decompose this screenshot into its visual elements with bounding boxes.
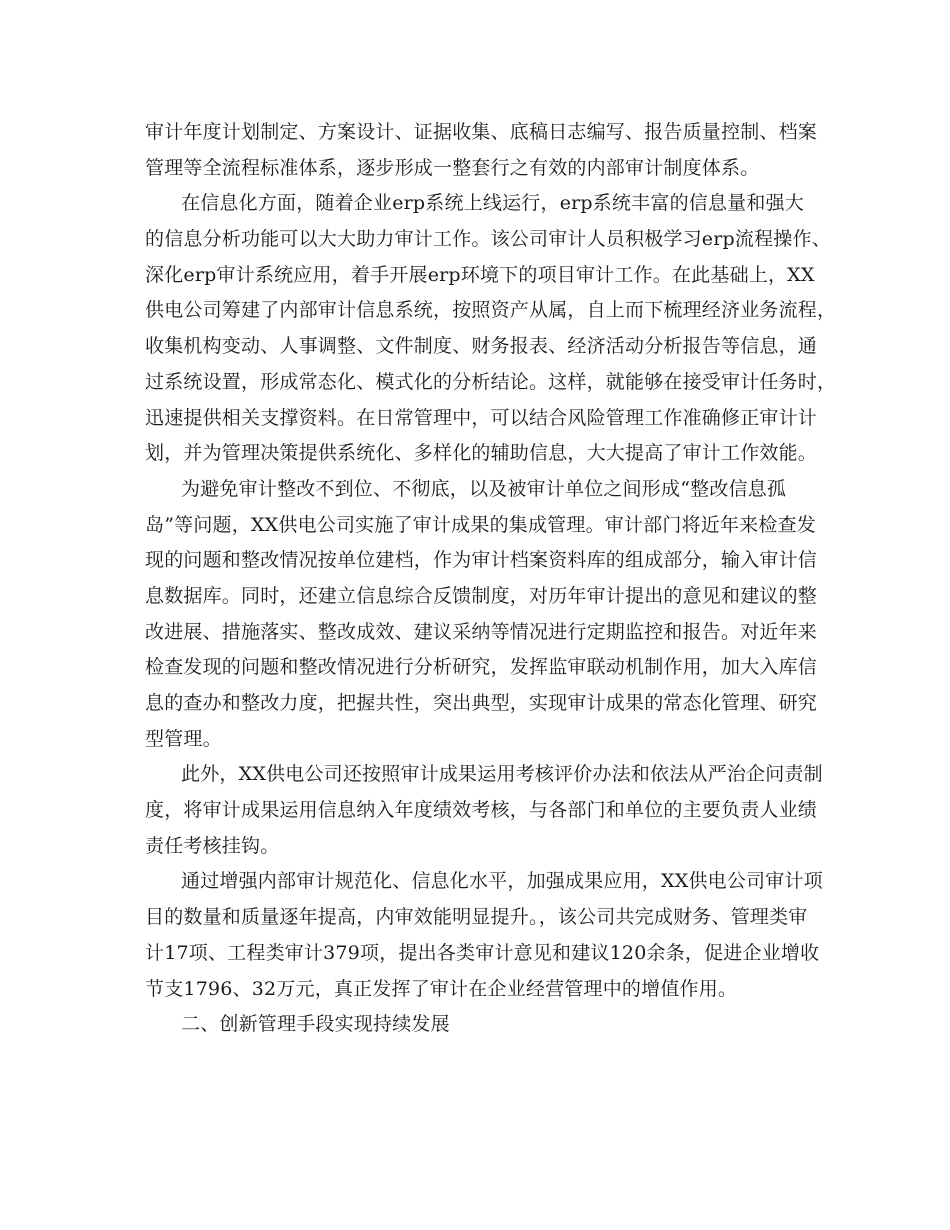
text-line: 改进展、措施落实、整改成效、建议采纳等情况进行定期监控和报告。对近年来 — [145, 620, 818, 643]
section-heading: 二、创新管理手段实现持续发展 — [181, 1013, 450, 1036]
text-line: 型管理。 — [145, 727, 222, 750]
text-line: 划，并为管理决策提供系统化、多样化的辅助信息，大大提高了审计工作效能。 — [145, 442, 818, 465]
text-line: 为避免审计整改不到位、不彻底，以及被审计单位之间形成“整改信息孤 — [181, 477, 787, 500]
text-line: 计17项、工程类审计379项，提出各类审计意见和建议120余条，促进企业增收 — [145, 941, 820, 964]
text-line: 息的查办和整改力度，把握共性，突出典型，实现审计成果的常态化管理、研究 — [145, 692, 818, 714]
text-line: 通过增强内部审计规范化、信息化水平，加强成果应用，XX供电公司审计项 — [181, 870, 823, 893]
body-text — [145, 115, 837, 1043]
text-line: 深化erp审计系统应用，着手开展erp环境下的项目审计工作。在此基础上，XX — [145, 263, 815, 286]
text-line: 的信息分析功能可以大大助力审计工作。该公司审计人员积极学习erp流程操作、 — [145, 228, 831, 251]
text-line: 迅速提供相关支撑资料。在日常管理中，可以结合风险管理工作准确修正审计计 — [145, 406, 818, 429]
text-line: 过系统设置，形成常态化、模式化的分析结论。这样，就能够在接受审计任务时， — [145, 370, 837, 393]
text-line: 在信息化方面，随着企业erp系统上线运行，erp系统丰富的信息量和强大 — [181, 192, 804, 215]
text-line: 岛”等问题，XX供电公司实施了审计成果的集成管理。审计部门将近年来检查发 — [145, 513, 816, 536]
text-line: 目的数量和质量逐年提高，内审效能明显提升。，该公司共完成财务、管理类审 — [145, 906, 808, 929]
text-line: 此外，XX供电公司还按照审计成果运用考核评价办法和依法从严治企问责制 — [181, 763, 823, 786]
text-line: 节支1796、32万元，真正发挥了审计在企业经营管理中的增值作用。 — [145, 977, 738, 1000]
text-line: 度，将审计成果运用信息纳入年度绩效考核，与各部门和单位的主要负责人业绩 — [145, 799, 818, 822]
text-line: 息数据库。同时，还建立信息综合反馈制度，对历年审计提出的意见和建议的整 — [145, 584, 818, 607]
text-line: 审计年度计划制定、方案设计、证据收集、底稿日志编写、报告质量控制、档案 — [145, 121, 818, 143]
text-line: 检查发现的问题和整改情况进行分析研究，发挥监审联动机制作用，加大入库信 — [145, 656, 818, 679]
text-line: 收集机构变动、人事调整、文件制度、财务报表、经济活动分析报告等信息，通 — [145, 335, 818, 358]
text-line: 管理等全流程标准体系，逐步形成一整套行之有效的内部审计制度体系。 — [145, 156, 760, 179]
text-line: 供电公司筹建了内部审计信息系统，按照资产从属，自上而下梳理经济业务流程， — [145, 299, 837, 322]
text-line: 现的问题和整改情况按单位建档，作为审计档案资料库的组成部分，输入审计信 — [145, 549, 818, 572]
text-line: 责任考核挂钩。 — [145, 834, 280, 857]
